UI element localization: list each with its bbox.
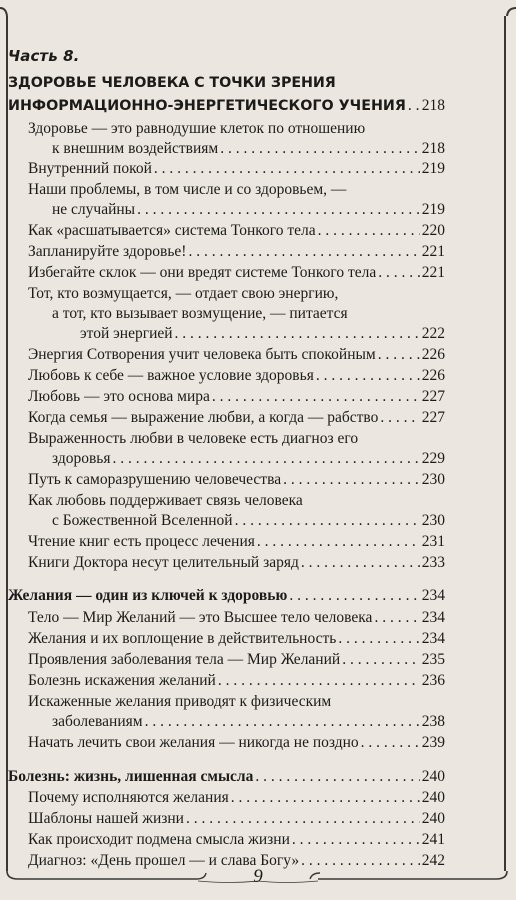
toc-entry[interactable]: Тот, кто возмущается, — отдает свою энергию, [28,285,339,302]
toc-entry[interactable]: Путь к саморазрушению человечества . . . 230 [28,471,445,489]
toc-entry-cont[interactable]: этой энергией . . . 222 [80,325,445,343]
chapter-title-line1: ЗДОРОВЬЕ ЧЕЛОВЕКА С ТОЧКИ ЗРЕНИЯ [8,75,336,91]
toc-entry[interactable]: Тело — Мир Желаний — это Высшее тело человека . . . 234 [28,609,445,627]
toc-entry-cont[interactable]: здоровья . . . 229 [52,450,445,468]
toc-entry[interactable]: Шаблоны нашей жизни . . . 240 [28,810,445,828]
toc-entry[interactable]: Начать лечить свои желания — никогда не поздно . . . 239 [28,734,445,752]
toc-entry[interactable]: Внутренний покой . . . 219 [28,160,445,178]
part-label: Часть 8. [8,47,80,65]
section-heading-desires[interactable]: Желания — один из ключей к здоровью . . . 234 [8,587,445,605]
toc-entry-cont[interactable]: заболеваниям . . . 238 [52,713,445,731]
toc-entry[interactable]: Когда семья — выражение любви, а когда — рабство . . . 227 [28,409,445,427]
page-number: 9 [253,866,263,887]
toc-entry[interactable]: Болезнь искажения желаний . . . 236 [28,672,445,690]
toc-entry[interactable]: Книги Доктора несут целительный заряд . . . 233 [28,554,445,572]
section-heading-illness[interactable]: Болезнь: жизнь, лишенная смысла . . . 240 [8,768,445,786]
toc-entry[interactable]: Чтение книг есть процесс лечения . . . 231 [28,533,445,551]
toc-entry[interactable]: Желания и их воплощение в действительность . . . 234 [28,630,445,648]
chapter-title-line2: ИНФОРМАЦИОННО-ЭНЕРГЕТИЧЕСКОГО УЧЕНИЯ . . . 218 [8,97,445,115]
toc-entry[interactable]: Как происходит подмена смысла жизни . . . 241 [28,831,445,849]
toc-entry[interactable]: Как любовь поддерживает связь человека [28,492,303,509]
toc-entry[interactable]: Почему исполняются желания . . . 240 [28,789,445,807]
toc-entry[interactable]: Как «расшатывается» система Тонкого тела . . . 220 [28,222,445,240]
toc-entry[interactable]: Запланируйте здоровье! . . . 221 [28,243,445,261]
toc-entry[interactable]: Проявления заболевания тела — Мир Желаний . . . 235 [28,651,445,669]
toc-entry-cont[interactable]: а тот, кто вызывает возмущение, — питается [52,305,348,322]
toc-entry[interactable]: Здоровье — это равнодушие клеток по отношению [28,120,366,137]
toc-entry[interactable]: Выраженность любви в человеке есть диагноз его [28,430,359,447]
toc-entry[interactable]: Искаженные желания приводят к физическим [28,693,332,710]
toc-entry[interactable]: Избегайте склок — они вредят системе Тонкого тела . . . 221 [28,264,445,282]
toc-entry-cont[interactable]: с Божественной Вселенной . . . 230 [52,512,445,530]
toc-entry[interactable]: Наши проблемы, в том числе и со здоровьем, — [28,181,347,198]
toc-entry[interactable]: Диагноз: «День прошел — и слава Богу» . . . 242 [28,852,445,870]
toc-entry[interactable]: Любовь к себе — важное условие здоровья . . . 226 [28,367,445,385]
toc-entry-cont[interactable]: не случайны . . . 219 [52,201,445,219]
toc-entry[interactable]: Любовь — это основа мира . . . 227 [28,388,445,406]
toc-entry[interactable]: Энергия Сотворения учит человека быть спокойным . . . 226 [28,346,445,364]
toc-entry-cont[interactable]: к внешним воздействиям . . . 218 [52,140,445,158]
